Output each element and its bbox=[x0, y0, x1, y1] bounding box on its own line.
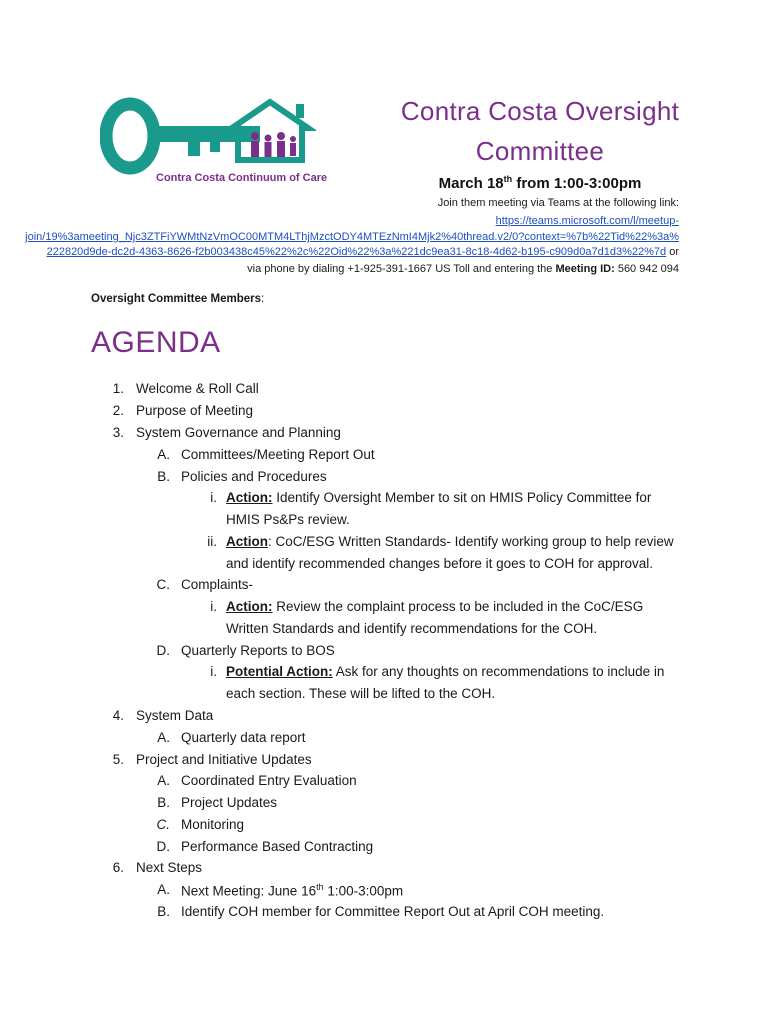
agenda-item-number: 6. bbox=[112, 860, 124, 875]
agenda-action-label: Action: bbox=[226, 490, 273, 505]
agenda-item-main-text: Policies and Procedures bbox=[181, 469, 327, 484]
agenda-item-main-text: Committees/Meeting Report Out bbox=[181, 447, 375, 462]
teams-link-line1[interactable]: https://teams.microsoft.com/l/meetup- bbox=[495, 215, 679, 227]
agenda-item-number: 1. bbox=[112, 381, 124, 396]
agenda-item-number: C. bbox=[156, 577, 170, 592]
agenda-item-number: D. bbox=[156, 839, 170, 854]
members-suffix: : bbox=[261, 293, 265, 305]
meeting-id-label: Meeting ID: bbox=[555, 263, 615, 275]
agenda-item-text bbox=[136, 381, 259, 396]
agenda-item-main-text: Quarterly Reports to BOS bbox=[181, 643, 335, 658]
meeting-id-value: 560 942 094 bbox=[614, 263, 679, 275]
teams-link-line2[interactable]: join/19%3ameeting_Njc3ZTFiYWMtNzVmOC00MTM4LThjMzctODY4MTEzNmI4Mjk2%40thread.v2/0?context=%7b%22Tid%22%3a% bbox=[25, 231, 679, 243]
agenda-item-number: ii. bbox=[207, 534, 217, 549]
agenda-item-main-text: System Data bbox=[136, 708, 214, 723]
page-title-line1: Contra Costa Oversight bbox=[400, 96, 680, 126]
agenda-item-text bbox=[136, 403, 253, 418]
agenda-item-number: A. bbox=[157, 730, 170, 745]
contra-costa-coc-logo bbox=[100, 96, 328, 192]
agenda-item-text bbox=[181, 447, 375, 462]
agenda-item-text bbox=[181, 904, 604, 919]
agenda-item-after-text: 1:00-3:00pm bbox=[323, 883, 404, 899]
agenda-item-number: D. bbox=[156, 643, 170, 658]
meeting-date-prefix: March 18 bbox=[438, 175, 504, 192]
agenda-item-main-text: Monitoring bbox=[181, 817, 245, 832]
agenda-item-text bbox=[136, 708, 213, 723]
phone-instructions bbox=[247, 263, 679, 275]
agenda-action-label: Potential Action: bbox=[226, 664, 333, 679]
agenda-item-main-text: Project and Initiative Updates bbox=[136, 752, 312, 767]
agenda-item-continuation: each section. These will be lifted to the COH. bbox=[226, 686, 496, 701]
agenda-heading: AGENDA bbox=[91, 326, 221, 359]
members-label: Oversight Committee Members bbox=[91, 293, 261, 305]
agenda-item-main-text: Project Updates bbox=[181, 795, 278, 810]
meeting-date-suffix: from 1:00-3:00pm bbox=[512, 175, 642, 192]
agenda-item-main-text: Coordinated Entry Evaluation bbox=[181, 773, 357, 788]
agenda-item-number: i. bbox=[210, 490, 217, 505]
logo-text: Contra Costa Continuum of Care bbox=[156, 172, 328, 184]
agenda-item-number: A. bbox=[157, 882, 170, 897]
agenda-item-text bbox=[136, 425, 341, 440]
agenda-item-main-text: System Governance and Planning bbox=[136, 425, 341, 440]
agenda-item-number: B. bbox=[157, 904, 170, 919]
agenda-item-number: B. bbox=[157, 795, 170, 810]
agenda-item-text bbox=[181, 643, 335, 658]
agenda-item-main-text: Welcome & Roll Call bbox=[136, 381, 259, 396]
agenda-item-text bbox=[181, 795, 277, 810]
agenda-item-continuation: Written Standards and identify recommendations for the COH. bbox=[226, 621, 598, 636]
agenda-action-label: Action: bbox=[226, 599, 273, 614]
agenda-item-main-text: Purpose of Meeting bbox=[136, 403, 254, 418]
agenda-item-text bbox=[181, 839, 373, 854]
agenda-item-main-text: : CoC/ESG Written Standards- Identify working group to help review bbox=[268, 534, 674, 549]
agenda-item-main-text: Performance Based Contracting bbox=[181, 839, 374, 854]
committee-members bbox=[91, 293, 264, 305]
agenda-item-text bbox=[136, 752, 312, 767]
agenda-item-number: 2. bbox=[112, 403, 124, 418]
page-title-line2: Committee bbox=[475, 136, 605, 166]
meeting-date bbox=[330, 174, 750, 192]
agenda-item-continuation: HMIS Ps&Ps review. bbox=[226, 512, 350, 527]
agenda-item-continuation: and identify recommended changes before it goes to COH for approval. bbox=[226, 556, 653, 571]
agenda-item-main-text: Next Meeting: June 16 bbox=[181, 883, 317, 899]
teams-link-line3[interactable]: 222820d9de-dc2d-4363-8626-f2b003438c45%22%2c%22Oid%22%3a%221dc9ea31-8c18-4d62-b195-c909d0a7d1d3%22%7d bbox=[46, 246, 667, 258]
agenda-item-text bbox=[226, 490, 651, 505]
agenda-item-text bbox=[226, 664, 664, 679]
phone-text: via phone by dialing +1-925-391-1667 US Toll and entering the bbox=[247, 263, 556, 275]
agenda-item-main-text: Ask for any thoughts on recommendations to include in bbox=[332, 664, 665, 679]
meeting-date-sup: th bbox=[503, 174, 513, 184]
agenda-item-text bbox=[181, 817, 244, 832]
agenda-item-number: A. bbox=[157, 447, 170, 462]
agenda-item-text bbox=[181, 469, 327, 484]
link-or-text: or bbox=[666, 246, 679, 258]
agenda-item-main-text: Complaints- bbox=[181, 577, 254, 592]
agenda-item-number: 3. bbox=[112, 425, 124, 440]
agenda-action-label: Action bbox=[226, 534, 268, 549]
join-instructions: Join them meeting via Teams at the following link: bbox=[437, 197, 679, 209]
agenda-item-number: i. bbox=[210, 664, 217, 679]
agenda-item-text bbox=[181, 773, 357, 788]
agenda-item-number: A. bbox=[157, 773, 170, 788]
agenda-item-text bbox=[136, 860, 202, 875]
agenda-item-number: 5. bbox=[112, 752, 124, 767]
agenda-item-number: C. bbox=[156, 817, 170, 832]
agenda-item-number: B. bbox=[157, 469, 170, 484]
agenda-item-text bbox=[181, 577, 253, 592]
agenda-item-text bbox=[226, 599, 643, 614]
agenda-item-main-text: Review the complaint process to be included in the CoC/ESG bbox=[272, 599, 644, 614]
agenda-item-number: i. bbox=[210, 599, 217, 614]
agenda-item-main-text: Next Steps bbox=[136, 860, 203, 875]
agenda-item-main-text: Identify COH member for Committee Report Out at April COH meeting. bbox=[181, 904, 605, 919]
agenda-item-text bbox=[226, 534, 674, 549]
teams-link-line3-row bbox=[47, 246, 679, 258]
agenda-item-number: 4. bbox=[112, 708, 124, 723]
agenda-item-main-text: Quarterly data report bbox=[181, 730, 306, 745]
agenda-item-text bbox=[181, 882, 403, 899]
agenda-item-main-text: Identify Oversight Member to sit on HMIS Policy Committee for bbox=[272, 490, 652, 505]
agenda-item-sup: th bbox=[316, 882, 324, 892]
agenda-item-text bbox=[181, 730, 306, 745]
